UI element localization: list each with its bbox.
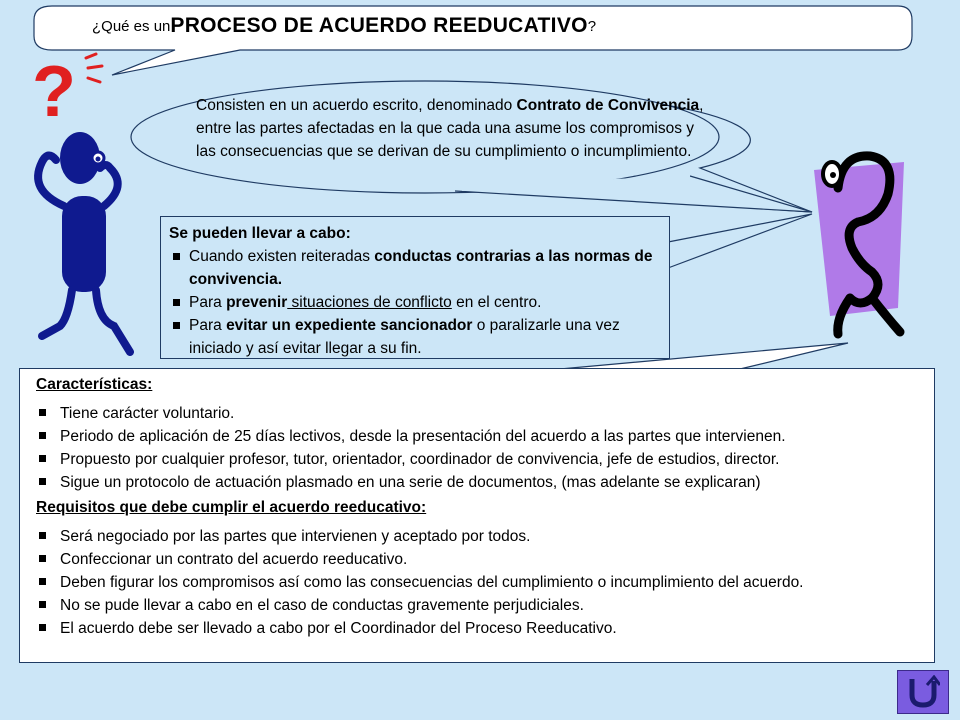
question-mark-icon: ? (32, 52, 76, 132)
characteristics-box (19, 368, 935, 663)
list-item: Tiene carácter voluntario. (36, 402, 934, 425)
requirements-list (36, 525, 934, 640)
list-item: Para prevenir situaciones de conflicto en el centro. (169, 291, 661, 314)
title-suffix: ? (587, 17, 597, 35)
definition-highlight: Contrato de Convivencia (516, 97, 700, 114)
list-item: Será negociado por las partes que intervienen y aceptado por todos. (36, 525, 934, 548)
list-item: Para evitar un expediente sancionador o paralizarle una vez iniciado y así evitar llegar a su fin. (169, 314, 661, 360)
list-item: Periodo de aplicación de 25 días lectivos, desde la presentación del acuerdo a las partes que intervienen. (36, 425, 934, 448)
uses-heading: Se pueden llevar a cabo: (169, 225, 351, 242)
requirements-heading: Requisitos que debe cumplir el acuerdo reeducativo: (36, 499, 427, 516)
list-item: Sigue un protocolo de actuación plasmado en una serie de documentos, (mas adelante se explicaran) (36, 471, 934, 494)
title-prefix: ¿Qué es un (92, 17, 171, 35)
title-main: PROCESO DE ACUERDO REEDUCATIVO (170, 14, 588, 37)
list-item: Propuesto por cualquier profesor, tutor, orientador, coordinador de convivencia, jefe de estudios, director. (36, 448, 934, 471)
list-item: Deben figurar los compromisos así como las consecuencias del cumplimiento o incumplimiento del acuerdo. (36, 571, 910, 594)
list-item: Confeccionar un contrato del acuerdo reeducativo. (36, 548, 934, 571)
list-item: El acuerdo debe ser llevado a cabo por el Coordinador del Proceso Reeducativo. (36, 617, 934, 640)
question-figure-icon (808, 148, 912, 348)
definition-text: Consisten en un acuerdo escrito, denominado Contrato de Convivencia, entre las partes afectadas en la que cada una asume los compromisos y las consecuencias que se derivan de su cumplimiento o incumplimiento. (196, 97, 704, 160)
list-item: No se pude llevar a cabo en el caso de conductas gravemente perjudiciales. (36, 594, 934, 617)
uses-box (160, 216, 670, 359)
page-title (40, 9, 906, 43)
return-arrow-icon (906, 675, 940, 709)
characteristics-list (36, 402, 934, 494)
uses-list (169, 245, 661, 360)
list-item: Cuando existen reiteradas conductas contrarias a las normas de convivencia. (169, 245, 661, 291)
confused-figure-icon (24, 130, 154, 360)
uses-bubble-tail (668, 214, 812, 268)
return-button[interactable] (897, 670, 949, 714)
exclaim-lines-icon (80, 52, 110, 92)
characteristics-heading: Características: (36, 376, 153, 393)
